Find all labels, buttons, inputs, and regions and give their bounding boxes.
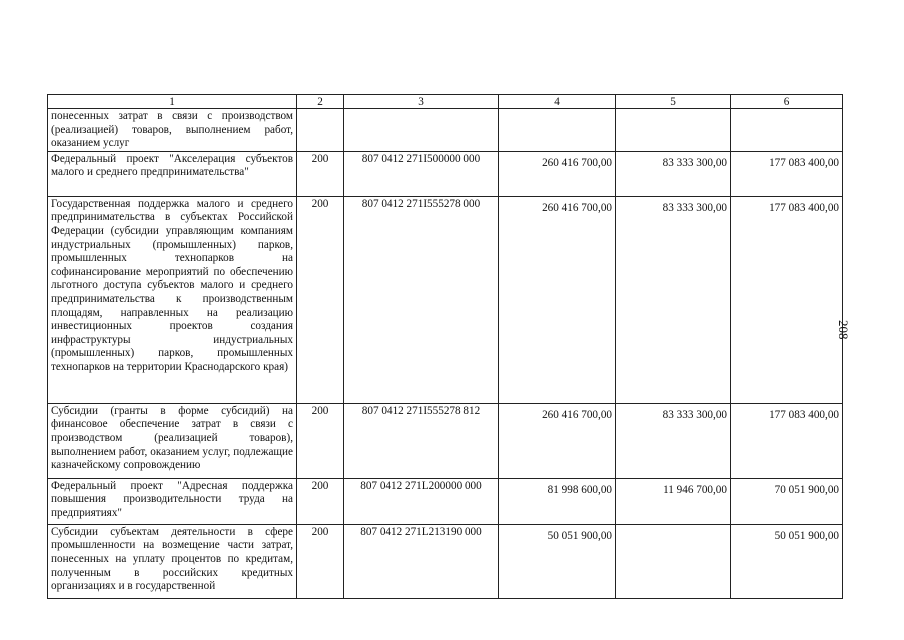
row-col6-value: 70 051 900,00 <box>774 483 839 496</box>
row-group: 200 <box>297 524 344 598</box>
row-code <box>344 109 499 152</box>
row-col4 <box>499 109 616 152</box>
row-col4-value: 260 416 700,00 <box>542 408 612 421</box>
row-col6-value: 177 083 400,00 <box>769 201 839 214</box>
row-col6 <box>731 151 843 196</box>
row-code: 807 0412 271L200000 000 <box>344 478 499 524</box>
row-col6 <box>731 109 843 152</box>
row-col6 <box>731 524 843 598</box>
table-row <box>48 403 843 478</box>
column-header-2: 2 <box>297 95 344 109</box>
row-name: Федеральный проект "Адресная поддержка повышения производительности труда на предприятиях" <box>48 478 297 524</box>
table-row <box>48 196 843 403</box>
row-col4 <box>499 151 616 196</box>
table-row <box>48 478 843 524</box>
row-group: 200 <box>297 196 344 403</box>
table-row <box>48 109 843 152</box>
row-group: 200 <box>297 478 344 524</box>
row-name: Федеральный проект "Акселерация субъектов малого и среднего предпринимательства" <box>48 151 297 196</box>
column-header-5: 5 <box>616 95 731 109</box>
row-col4 <box>499 196 616 403</box>
row-code: 807 0412 271I555278 000 <box>344 196 499 403</box>
row-col6 <box>731 196 843 403</box>
row-col5 <box>616 196 731 403</box>
row-code: 807 0412 271I555278 812 <box>344 403 499 478</box>
row-col6-value: 177 083 400,00 <box>769 156 839 169</box>
row-name: Субсидии субъектам деятельности в сфере промышленности на возмещение части затрат, понесенных на уплату процентов по кредитам, полученным в российских кредитных организациях и в государственной <box>48 524 297 598</box>
column-header-1: 1 <box>48 95 297 109</box>
row-col5-value: 11 946 700,00 <box>663 483 727 496</box>
row-col5 <box>616 403 731 478</box>
page-number: 208 <box>836 320 851 340</box>
column-header-6: 6 <box>731 95 843 109</box>
column-header-3: 3 <box>344 95 499 109</box>
row-col6 <box>731 403 843 478</box>
row-col6-value: 177 083 400,00 <box>769 408 839 421</box>
row-col6-value: 50 051 900,00 <box>774 529 839 542</box>
table-row <box>48 524 843 598</box>
row-name: Государственная поддержка малого и среднего предпринимательства в субъектах Российской Федерации (субсидии управляющим компаниям индустриальных (промышленных) парков, промышленных технопарков на софинансирование мероприятий по обеспечению льготного доступа субъектов малого и среднего предпринимательства к производственным площадям, направленных на реализацию инвестиционных проектов создания инфраструктуры индустриальных (промышленных) парков, промышленных технопарков на территории Краснодарского края) <box>48 196 297 403</box>
row-col5 <box>616 109 731 152</box>
row-col4-value: 260 416 700,00 <box>542 156 612 169</box>
row-group: 200 <box>297 403 344 478</box>
row-name: Субсидии (гранты в форме субсидий) на финансовое обеспечение затрат в связи с производством (реализацией товаров), выполнением работ, оказанием услуг, подлежащие казначейскому сопровождению <box>48 403 297 478</box>
row-group: 200 <box>297 151 344 196</box>
row-code: 807 0412 271I500000 000 <box>344 151 499 196</box>
row-col5 <box>616 478 731 524</box>
row-col6 <box>731 478 843 524</box>
row-col4-value: 260 416 700,00 <box>542 201 612 214</box>
row-col4-value: 81 998 600,00 <box>547 483 612 496</box>
row-name: понесенных затрат в связи с производством (реализацией) товаров, выполнением работ, оказанием услуг <box>48 109 297 152</box>
row-col4 <box>499 403 616 478</box>
column-header-4: 4 <box>499 95 616 109</box>
row-group <box>297 109 344 152</box>
row-col5-value: 83 333 300,00 <box>662 201 727 214</box>
table-header-row <box>48 95 843 109</box>
row-col5 <box>616 151 731 196</box>
row-col5-value: 83 333 300,00 <box>662 408 727 421</box>
row-code: 807 0412 271L213190 000 <box>344 524 499 598</box>
row-col4 <box>499 524 616 598</box>
row-col4 <box>499 478 616 524</box>
table-row <box>48 151 843 196</box>
budget-table <box>47 94 843 599</box>
row-col5-value: 83 333 300,00 <box>662 156 727 169</box>
row-col5 <box>616 524 731 598</box>
row-col4-value: 50 051 900,00 <box>547 529 612 542</box>
